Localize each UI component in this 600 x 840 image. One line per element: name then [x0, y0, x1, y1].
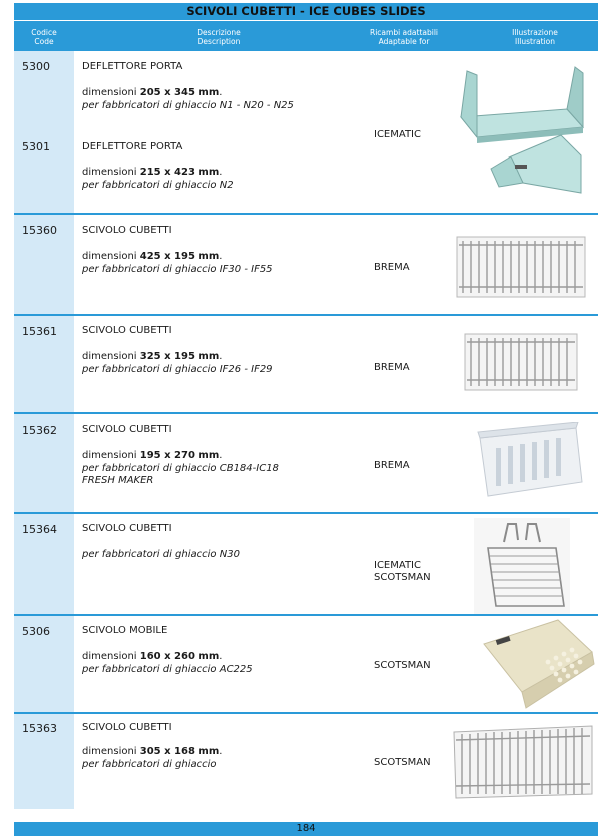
item-adaptable: ICEMATIC: [374, 560, 421, 571]
item-code: 5300: [22, 60, 50, 73]
header-description: Descrizione Description: [197, 28, 241, 46]
item-subtitle: per fabbricatori di ghiaccio AC225: [82, 664, 253, 675]
table-row: [14, 215, 598, 316]
item-name: SCIVOLO CUBETTI: [82, 722, 172, 733]
item-name: SCIVOLO CUBETTI: [82, 325, 172, 336]
table-row: [14, 414, 598, 514]
item-subtitle: per fabbricatori di ghiaccio: [82, 759, 217, 770]
page-number: 184: [14, 822, 598, 836]
header-adaptable: Ricambi adattabili Adaptable for: [370, 28, 438, 46]
item-dimensions: dimensioni 160 x 260 mm.: [82, 651, 223, 662]
wire-rack-image: [455, 233, 587, 303]
item-subtitle: per fabbricatori di ghiaccio N2: [82, 180, 234, 191]
item-subtitle: per fabbricatori di ghiaccio CB184-IC18: [82, 463, 279, 474]
item-code: 15364: [22, 523, 57, 536]
item-adaptable: BREMA: [374, 262, 410, 273]
wire-rack-image: [463, 330, 581, 396]
table-row: [14, 616, 598, 714]
item-adaptable: BREMA: [374, 460, 410, 471]
item-adaptable: SCOTSMAN: [374, 757, 431, 768]
wire-rack-image: [450, 724, 596, 800]
item-dimensions: dimensioni 305 x 168 mm.: [82, 746, 223, 757]
item-adaptable: ICEMATIC: [374, 129, 421, 140]
item-adaptable: SCOTSMAN: [374, 660, 431, 671]
door-deflector-image: [449, 65, 589, 215]
item-subtitle: per fabbricatori di ghiaccio N1 - N20 - N25: [82, 100, 294, 111]
item-dimensions: dimensioni 425 x 195 mm.: [82, 251, 223, 262]
item-dimensions: dimensioni 215 x 423 mm.: [82, 167, 223, 178]
item-name: SCIVOLO CUBETTI: [82, 225, 172, 236]
item-code: 15360: [22, 224, 57, 237]
header-code: Codice Code: [31, 28, 57, 46]
item-dimensions: dimensioni 325 x 195 mm.: [82, 351, 223, 362]
item-code: 15363: [22, 722, 57, 735]
item-dimensions: dimensioni 195 x 270 mm.: [82, 450, 223, 461]
item-dimensions: dimensioni 205 x 345 mm.: [82, 87, 223, 98]
mobile-slide-image: [478, 618, 596, 712]
item-subtitle: per fabbricatori di ghiaccio IF26 - IF29: [82, 364, 273, 375]
item-name: DEFLETTORE PORTA: [82, 141, 183, 152]
wire-basket-image: [474, 518, 570, 614]
item-name: SCIVOLO MOBILE: [82, 625, 168, 636]
table-row: [14, 714, 598, 809]
item-code: 15361: [22, 325, 57, 338]
item-adaptable-line2: SCOTSMAN: [374, 572, 431, 583]
item-subtitle: per fabbricatori di ghiaccio IF30 - IF55: [82, 264, 273, 275]
item-adaptable: BREMA: [374, 362, 410, 373]
item-code: 5301: [22, 140, 50, 153]
item-subtitle-line2: FRESH MAKER: [82, 475, 154, 486]
table-row: [14, 51, 598, 215]
plastic-slide-image: [470, 422, 588, 506]
header-illustration: Illustrazione Illustration: [512, 28, 558, 46]
item-name: SCIVOLO CUBETTI: [82, 424, 172, 435]
page-title: SCIVOLI CUBETTI - ICE CUBES SLIDES: [14, 3, 598, 20]
item-code: 15362: [22, 424, 57, 437]
item-subtitle: per fabbricatori di ghiaccio N30: [82, 549, 240, 560]
column-header-bar: [14, 21, 598, 51]
item-code: 5306: [22, 625, 50, 638]
table-row: [14, 316, 598, 414]
item-name: SCIVOLO CUBETTI: [82, 523, 172, 534]
item-name: DEFLETTORE PORTA: [82, 61, 183, 72]
table-row: [14, 514, 598, 616]
